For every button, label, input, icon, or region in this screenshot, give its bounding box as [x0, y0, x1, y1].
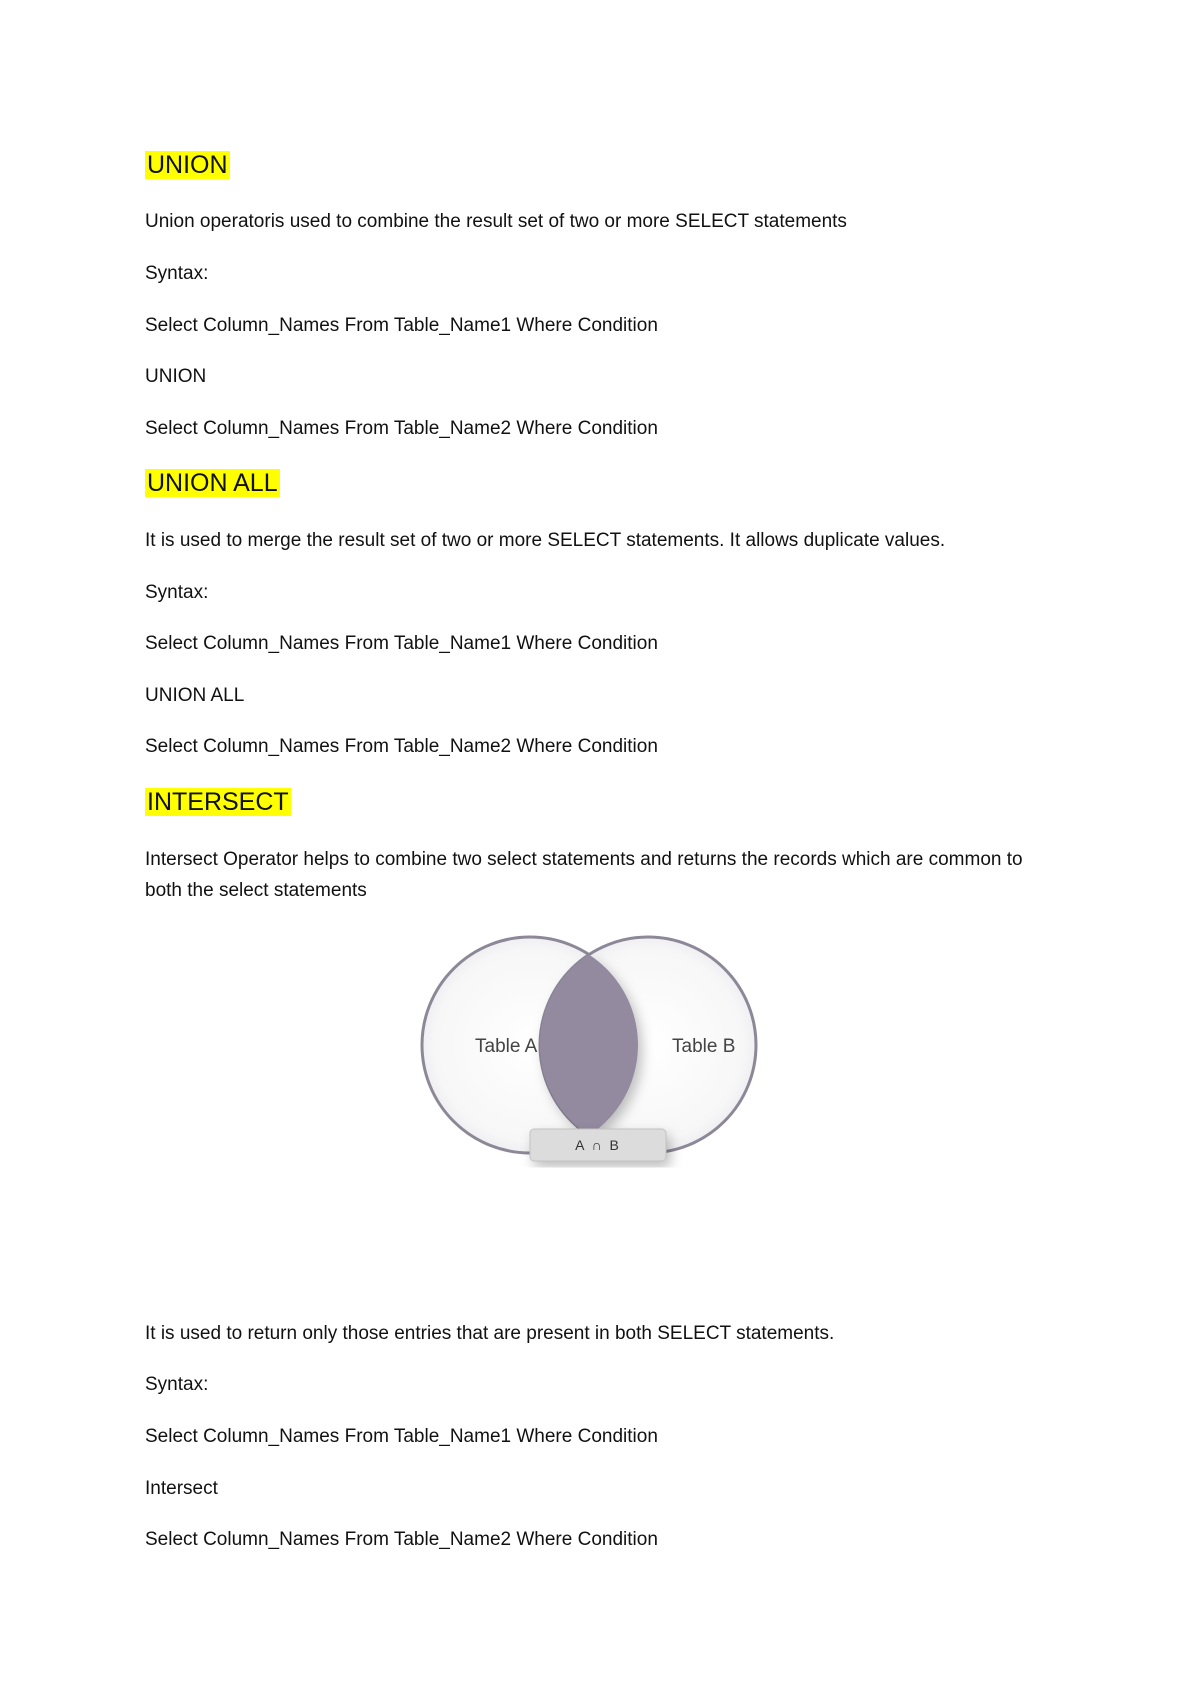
- union-all-operator: UNION ALL: [145, 685, 245, 706]
- intersect-operator: Intersect: [145, 1478, 218, 1499]
- union-all-heading-text: UNION ALL: [147, 469, 278, 497]
- intersect-heading-text: INTERSECT: [147, 788, 289, 816]
- union-syntax-label: Syntax:: [145, 263, 209, 284]
- caption-text: A ∩ B: [575, 1137, 621, 1153]
- union-query-1: Select Column_Names From Table_Name1 Where Condition: [145, 315, 658, 336]
- intersect-description: Intersect Operator helps to combine two select statements and returns the records which are common to both the select statements: [145, 849, 1023, 901]
- union-query-2: Select Column_Names From Table_Name2 Where Condition: [145, 418, 658, 439]
- intersect-description-2: It is used to return only those entries that are present in both SELECT statements.: [145, 1323, 835, 1344]
- union-all-syntax-label: Syntax:: [145, 582, 209, 603]
- union-operator: UNION: [145, 366, 207, 387]
- intersect-venn-diagram: [420, 935, 780, 1175]
- union-heading-text: UNION: [147, 151, 228, 179]
- table-b-label: Table B: [672, 1036, 736, 1057]
- union-all-description: It is used to merge the result set of two or more SELECT statements. It allows duplicate values.: [145, 530, 946, 551]
- union-all-query-1: Select Column_Names From Table_Name1 Where Condition: [145, 633, 658, 654]
- intersect-query-2: Select Column_Names From Table_Name2 Where Condition: [145, 1529, 658, 1550]
- union-all-heading: [145, 466, 280, 500]
- intersect-syntax-label: Syntax:: [145, 1374, 209, 1395]
- intersect-heading: [145, 785, 291, 819]
- table-a-label: Table A: [475, 1036, 538, 1057]
- intersect-query-1: Select Column_Names From Table_Name1 Where Condition: [145, 1426, 658, 1447]
- union-all-query-2: Select Column_Names From Table_Name2 Where Condition: [145, 736, 658, 757]
- union-description: Union operatoris used to combine the result set of two or more SELECT statements: [145, 211, 847, 232]
- union-heading: [145, 148, 230, 182]
